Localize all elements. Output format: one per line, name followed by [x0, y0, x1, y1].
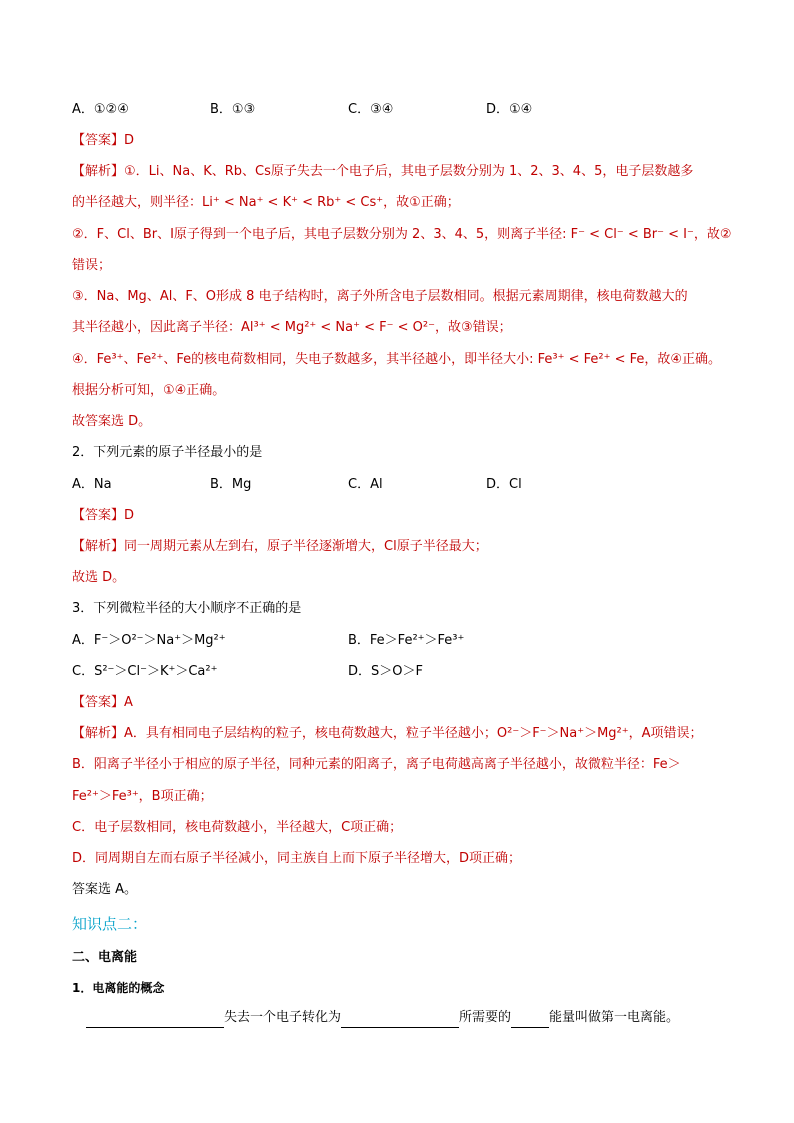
q1-analysis-line-1: 【解析】①．Li、Na、K、Rb、Cs原子失去一个电子后，其电子层数分别为 1、2、3、4、5，电子层数越多 — [72, 164, 694, 179]
q1-analysis-line-7: ④．Fe³⁺、Fe²⁺、Fe的核电荷数相同，失电子数越多，其半径越小，即半径大小: Fe³⁺ < Fe²⁺ < Fe，故④正确。 — [72, 352, 722, 367]
q3-option-b: B．Fe＞Fe²⁺＞Fe³⁺ — [348, 633, 465, 648]
q2-analysis-line-2: 故选 D。 — [72, 570, 126, 585]
q3-answer: 【答案】A — [72, 695, 133, 710]
q1-analysis-line-9: 故答案选 D。 — [72, 414, 152, 429]
fill-text-1: 失去一个电子转化为 — [224, 1010, 342, 1025]
q1-answer: 【答案】D — [72, 133, 135, 148]
q3-analysis-line-3: Fe²⁺＞Fe³⁺，B项正确； — [72, 789, 213, 804]
blank-2[interactable] — [341, 1013, 459, 1028]
q2-option-d: D．Cl — [486, 477, 522, 492]
q1-analysis-line-8: 根据分析可知，①④正确。 — [72, 383, 226, 398]
q1-option-d: D．①④ — [486, 102, 533, 117]
q3-options-row-1 — [72, 631, 732, 651]
q1-analysis-line-4: 错误； — [72, 258, 112, 273]
q2-option-a: A．Na — [72, 477, 112, 492]
q2-stem: 2．下列元素的原子半径最小的是 — [72, 445, 263, 460]
q3-analysis-line-5: D．同周期自左而右原子半径减小，同主族自上而下原子半径增大，D项正确； — [72, 851, 522, 866]
fill-text-3: 能量叫做第一电离能。 — [549, 1010, 680, 1025]
q3-analysis-line-6: 答案选 A。 — [72, 882, 138, 897]
section-subheading: 1．电离能的概念 — [72, 981, 165, 995]
fill-text-2: 所需要的 — [459, 1010, 512, 1025]
q3-analysis-line-2: B．阳离子半径小于相应的原子半径，同种元素的阳离子，离子电荷越高离子半径越小，故微粒半径：Fe＞ — [72, 757, 681, 772]
q1-analysis-line-2: 的半径越大，则半径：Li⁺ < Na⁺ < K⁺ < Rb⁺ < Cs⁺，故①正确； — [72, 195, 460, 210]
q2-option-c: C．Al — [348, 477, 383, 492]
q3-option-d: D．S＞O＞F — [348, 664, 423, 679]
q1-analysis-line-3: ②．F、Cl、Br、I原子得到一个电子后，其电子层数分别为 2、3、4、5，则离子半径: F⁻ < Cl⁻ < Br⁻ < I⁻，故② — [72, 227, 732, 242]
q3-option-c: C．S²⁻＞Cl⁻＞K⁺＞Ca²⁺ — [72, 664, 218, 679]
section-heading: 二、电离能 — [72, 950, 138, 965]
q3-options-row-2 — [72, 662, 732, 682]
q1-option-a: A．①②④ — [72, 102, 129, 117]
q1-option-c: C．③④ — [348, 102, 394, 117]
q2-options — [72, 475, 732, 495]
section-title: 知识点二： — [72, 915, 148, 933]
q3-stem: 3．下列微粒半径的大小顺序不正确的是 — [72, 601, 302, 616]
q3-analysis-line-4: C．电子层数相同，核电荷数越小，半径越大，C项正确； — [72, 820, 403, 835]
q2-analysis-line-1: 【解析】同一周期元素从左到右，原子半径逐渐增大，Cl原子半径最大； — [72, 539, 488, 554]
blank-1[interactable] — [86, 1013, 224, 1028]
q1-analysis-line-6: 其半径越小，因此离子半径：Al³⁺ < Mg²⁺ < Na⁺ < F⁻ < O²⁻，故③错误； — [72, 320, 512, 335]
q1-options — [72, 100, 732, 120]
q2-option-b: B．Mg — [210, 477, 252, 492]
fill-blank-sentence — [86, 1008, 734, 1028]
q2-answer: 【答案】D — [72, 508, 135, 523]
q1-option-b: B．①③ — [210, 102, 256, 117]
q1-analysis-line-5: ③．Na、Mg、Al、F、O形成 8 电子结构时，离子外所含电子层数相同。根据元素周期律，核电荷数越大的 — [72, 289, 688, 304]
q3-option-a: A．F⁻＞O²⁻＞Na⁺＞Mg²⁺ — [72, 633, 226, 648]
blank-3[interactable] — [511, 1013, 549, 1028]
q3-analysis-line-1: 【解析】A．具有相同电子层结构的粒子，核电荷数越大，粒子半径越小；O²⁻＞F⁻＞Na⁺＞Mg²⁺，A项错误； — [72, 726, 703, 741]
